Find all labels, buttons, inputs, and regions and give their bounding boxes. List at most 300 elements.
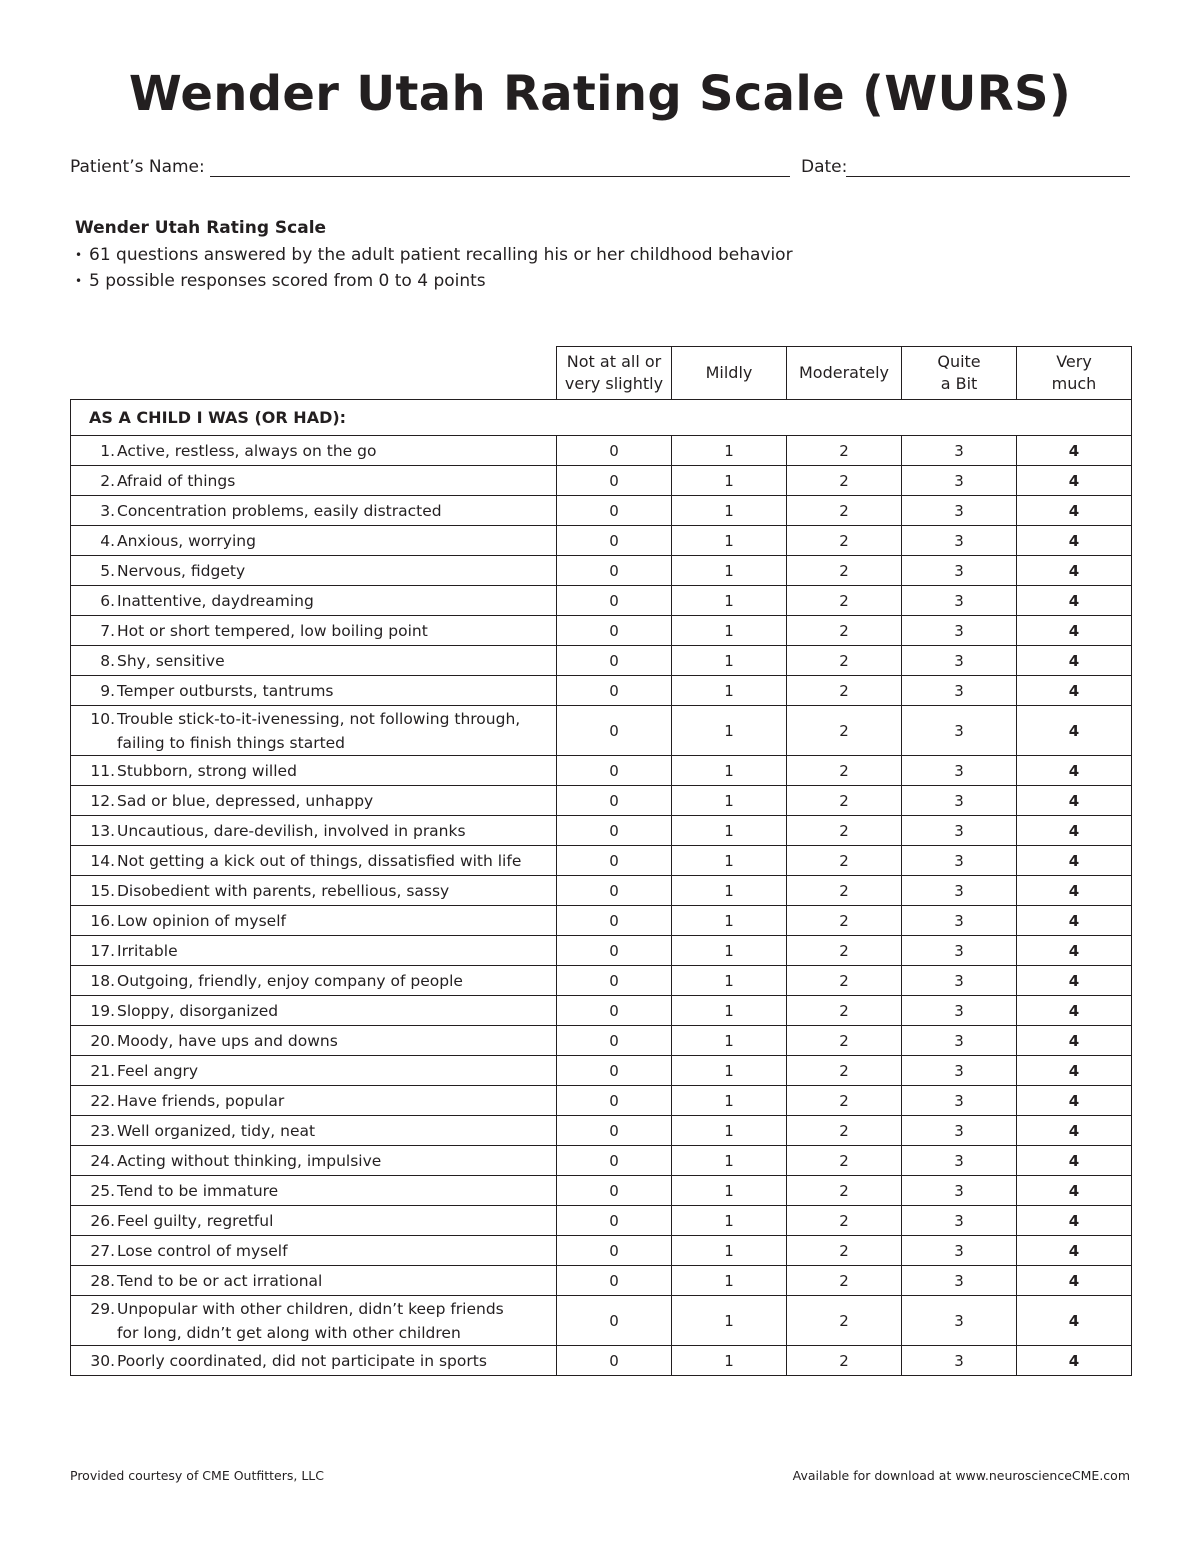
score-option-3[interactable]: 3 — [902, 996, 1017, 1026]
score-option-3[interactable]: 3 — [902, 1296, 1017, 1346]
item-number: 22. — [90, 1091, 115, 1110]
column-header-quite-a-bit — [902, 347, 1017, 400]
item-cell — [71, 756, 557, 786]
score-option-1[interactable]: 1 — [672, 906, 787, 936]
rating-table — [70, 346, 1132, 1376]
score-option-2[interactable]: 2 — [787, 936, 902, 966]
score-option-2[interactable]: 2 — [787, 816, 902, 846]
score-option-2[interactable]: 2 — [787, 556, 902, 586]
score-option-1[interactable]: 1 — [672, 466, 787, 496]
score-option-0[interactable]: 0 — [557, 1346, 672, 1376]
item-text-line: Shy, sensitive — [117, 651, 225, 670]
score-option-4[interactable]: 4 — [1017, 1026, 1132, 1056]
item-cell — [71, 526, 557, 556]
score-option-1[interactable]: 1 — [672, 1146, 787, 1176]
score-option-0[interactable]: 0 — [557, 496, 672, 526]
footer-credit: Provided courtesy of CME Outfitters, LLC — [70, 1468, 324, 1483]
item-text-line: Disobedient with parents, rebellious, sassy — [117, 881, 450, 900]
table-row — [71, 1236, 1132, 1266]
score-option-1[interactable]: 1 — [672, 1116, 787, 1146]
score-option-4[interactable]: 4 — [1017, 996, 1132, 1026]
score-option-0[interactable]: 0 — [557, 1116, 672, 1146]
item-cell — [71, 936, 557, 966]
item-cell — [71, 496, 557, 526]
score-option-1[interactable]: 1 — [672, 616, 787, 646]
score-option-3[interactable]: 3 — [902, 756, 1017, 786]
score-option-4[interactable]: 4 — [1017, 906, 1132, 936]
score-option-0[interactable]: 0 — [557, 786, 672, 816]
score-option-4[interactable]: 4 — [1017, 526, 1132, 556]
item-text — [115, 909, 547, 933]
item-text — [115, 499, 547, 523]
table-row — [71, 1146, 1132, 1176]
score-option-4[interactable]: 4 — [1017, 1116, 1132, 1146]
score-option-3[interactable]: 3 — [902, 816, 1017, 846]
item-number: 11. — [90, 761, 115, 780]
score-option-4[interactable]: 4 — [1017, 616, 1132, 646]
patient-name-label: Patient’s Name: — [70, 157, 205, 177]
item-text-line: Low opinion of myself — [117, 911, 286, 930]
score-option-3[interactable]: 3 — [902, 526, 1017, 556]
score-option-0[interactable]: 0 — [557, 1206, 672, 1236]
score-option-0[interactable]: 0 — [557, 906, 672, 936]
item-text-line: Inattentive, daydreaming — [117, 591, 314, 610]
table-row — [71, 786, 1132, 816]
item-text — [115, 1349, 547, 1373]
item-cell — [71, 846, 557, 876]
item-cell — [71, 786, 557, 816]
score-option-3[interactable]: 3 — [902, 876, 1017, 906]
score-option-0[interactable]: 0 — [557, 526, 672, 556]
item-text — [115, 819, 547, 843]
score-option-3[interactable]: 3 — [902, 616, 1017, 646]
score-option-1[interactable]: 1 — [672, 1026, 787, 1056]
score-option-3[interactable]: 3 — [902, 466, 1017, 496]
table-row — [71, 1056, 1132, 1086]
score-option-3[interactable]: 3 — [902, 1116, 1017, 1146]
score-option-1[interactable]: 1 — [672, 1346, 787, 1376]
column-header-moderately — [787, 347, 902, 400]
score-option-2[interactable]: 2 — [787, 786, 902, 816]
item-cell — [71, 996, 557, 1026]
item-text — [115, 469, 547, 493]
score-option-0[interactable]: 0 — [557, 1086, 672, 1116]
score-option-2[interactable]: 2 — [787, 616, 902, 646]
item-text-line: Nervous, fidgety — [117, 561, 246, 580]
item-number: 16. — [90, 911, 115, 930]
item-text — [115, 1089, 547, 1113]
item-number: 1. — [100, 441, 115, 460]
table-row — [71, 1026, 1132, 1056]
score-option-4[interactable]: 4 — [1017, 1206, 1132, 1236]
item-cell — [71, 1026, 557, 1056]
score-option-2[interactable]: 2 — [787, 1346, 902, 1376]
score-option-3[interactable]: 3 — [902, 706, 1017, 756]
intro-bullet: • 5 possible responses scored from 0 to 4 points — [75, 268, 793, 294]
score-option-4[interactable]: 4 — [1017, 876, 1132, 906]
item-text — [115, 649, 547, 673]
item-text-line: Stubborn, strong willed — [117, 761, 297, 780]
score-option-2[interactable]: 2 — [787, 966, 902, 996]
column-header-line: very slightly — [564, 374, 664, 393]
score-option-3[interactable]: 3 — [902, 496, 1017, 526]
item-text — [115, 1029, 547, 1053]
item-number: 25. — [90, 1181, 115, 1200]
score-option-4[interactable]: 4 — [1017, 1086, 1132, 1116]
score-option-1[interactable]: 1 — [672, 526, 787, 556]
item-text — [115, 1269, 547, 1293]
footer-download-link: Available for download at www.neuroscienceCME.com — [792, 1468, 1130, 1483]
item-cell — [71, 876, 557, 906]
item-number: 23. — [90, 1121, 115, 1140]
score-option-1[interactable]: 1 — [672, 676, 787, 706]
score-option-3[interactable]: 3 — [902, 1026, 1017, 1056]
score-option-1[interactable]: 1 — [672, 846, 787, 876]
score-option-3[interactable]: 3 — [902, 966, 1017, 996]
item-text — [115, 559, 547, 583]
score-option-1[interactable]: 1 — [672, 996, 787, 1026]
score-option-2[interactable]: 2 — [787, 876, 902, 906]
table-row — [71, 586, 1132, 616]
score-option-2[interactable]: 2 — [787, 646, 902, 676]
column-header-line: much — [1051, 374, 1097, 393]
score-option-1[interactable]: 1 — [672, 816, 787, 846]
item-number: 30. — [90, 1351, 115, 1370]
item-text-line: Moody, have ups and downs — [117, 1031, 338, 1050]
score-option-1[interactable]: 1 — [672, 876, 787, 906]
item-text-line: Have friends, popular — [117, 1091, 285, 1110]
item-cell — [71, 436, 557, 466]
score-option-1[interactable]: 1 — [672, 1056, 787, 1086]
table-row — [71, 846, 1132, 876]
score-option-2[interactable]: 2 — [787, 1266, 902, 1296]
column-header-very-much — [1017, 347, 1132, 400]
score-option-1[interactable]: 1 — [672, 496, 787, 526]
table-header-row — [71, 347, 1132, 400]
score-option-3[interactable]: 3 — [902, 556, 1017, 586]
score-option-0[interactable]: 0 — [557, 876, 672, 906]
score-option-0[interactable]: 0 — [557, 676, 672, 706]
score-option-4[interactable]: 4 — [1017, 786, 1132, 816]
score-option-0[interactable]: 0 — [557, 646, 672, 676]
date-field[interactable] — [846, 176, 1130, 177]
table-row — [71, 676, 1132, 706]
intro-heading: Wender Utah Rating Scale — [75, 218, 327, 238]
score-option-4[interactable]: 4 — [1017, 1146, 1132, 1176]
item-number: 20. — [90, 1031, 115, 1050]
score-option-4[interactable]: 4 — [1017, 1176, 1132, 1206]
table-row — [71, 996, 1132, 1026]
score-option-3[interactable]: 3 — [902, 1086, 1017, 1116]
score-option-3[interactable]: 3 — [902, 1266, 1017, 1296]
score-option-1[interactable]: 1 — [672, 1086, 787, 1116]
column-header-line: Quite — [937, 352, 981, 371]
column-header-not-at-all — [557, 347, 672, 400]
table-row — [71, 1346, 1132, 1376]
score-option-0[interactable]: 0 — [557, 1026, 672, 1056]
item-number: 2. — [100, 471, 115, 490]
item-text-line: Anxious, worrying — [117, 531, 256, 550]
score-option-3[interactable]: 3 — [902, 646, 1017, 676]
item-cell — [71, 556, 557, 586]
item-text-line: failing to finish things started — [117, 733, 346, 752]
item-number: 4. — [100, 531, 115, 550]
item-text — [115, 439, 547, 463]
score-option-4[interactable]: 4 — [1017, 846, 1132, 876]
patient-name-field[interactable] — [210, 176, 790, 177]
score-option-4[interactable]: 4 — [1017, 756, 1132, 786]
score-option-4[interactable]: 4 — [1017, 556, 1132, 586]
score-option-0[interactable]: 0 — [557, 936, 672, 966]
date-label: Date: — [801, 157, 848, 177]
score-option-2[interactable]: 2 — [787, 1146, 902, 1176]
table-row — [71, 616, 1132, 646]
item-cell — [71, 1086, 557, 1116]
score-option-2[interactable]: 2 — [787, 1206, 902, 1236]
score-option-1[interactable]: 1 — [672, 646, 787, 676]
score-option-4[interactable]: 4 — [1017, 436, 1132, 466]
score-option-0[interactable]: 0 — [557, 586, 672, 616]
section-label: AS A CHILD I WAS (OR HAD): — [71, 400, 1132, 436]
score-option-2[interactable]: 2 — [787, 586, 902, 616]
score-option-4[interactable]: 4 — [1017, 466, 1132, 496]
item-text — [115, 969, 547, 993]
item-number: 17. — [90, 941, 115, 960]
item-text-line: Acting without thinking, impulsive — [117, 1151, 382, 1170]
score-option-2[interactable]: 2 — [787, 756, 902, 786]
item-text — [115, 879, 547, 903]
item-text-line: Lose control of myself — [117, 1241, 288, 1260]
item-text-line: Well organized, tidy, neat — [117, 1121, 316, 1140]
score-option-1[interactable]: 1 — [672, 586, 787, 616]
item-cell — [71, 1266, 557, 1296]
score-option-0[interactable]: 0 — [557, 1236, 672, 1266]
score-option-1[interactable]: 1 — [672, 1176, 787, 1206]
score-option-3[interactable]: 3 — [902, 676, 1017, 706]
score-option-0[interactable]: 0 — [557, 616, 672, 646]
score-option-3[interactable]: 3 — [902, 1346, 1017, 1376]
score-option-4[interactable]: 4 — [1017, 1296, 1132, 1346]
score-option-4[interactable]: 4 — [1017, 1236, 1132, 1266]
score-option-2[interactable]: 2 — [787, 676, 902, 706]
item-text-line: Outgoing, friendly, enjoy company of people — [117, 971, 463, 990]
score-option-1[interactable]: 1 — [672, 556, 787, 586]
item-number: 7. — [100, 621, 115, 640]
column-header-line: a Bit — [940, 374, 978, 393]
column-header-line: Not at all or — [566, 352, 662, 371]
item-text-line: Active, restless, always on the go — [117, 441, 377, 460]
score-option-2[interactable]: 2 — [787, 996, 902, 1026]
score-option-2[interactable]: 2 — [787, 436, 902, 466]
item-number: 26. — [90, 1211, 115, 1230]
item-text — [115, 849, 547, 873]
table-row — [71, 706, 1132, 756]
item-number: 14. — [90, 851, 115, 870]
item-cell — [71, 1296, 557, 1346]
score-option-2[interactable]: 2 — [787, 1296, 902, 1346]
score-option-3[interactable]: 3 — [902, 906, 1017, 936]
score-option-4[interactable]: 4 — [1017, 1346, 1132, 1376]
item-text — [115, 789, 547, 813]
item-number: 12. — [90, 791, 115, 810]
table-row — [71, 1086, 1132, 1116]
table-row — [71, 936, 1132, 966]
item-text — [115, 1179, 547, 1203]
score-option-3[interactable]: 3 — [902, 846, 1017, 876]
score-option-2[interactable]: 2 — [787, 1236, 902, 1266]
item-text-line: Not getting a kick out of things, dissatisfied with life — [117, 851, 522, 870]
section-row — [71, 400, 1132, 436]
score-option-4[interactable]: 4 — [1017, 1056, 1132, 1086]
item-text-line: for long, didn’t get along with other children — [117, 1323, 461, 1342]
table-row — [71, 1176, 1132, 1206]
score-option-4[interactable]: 4 — [1017, 586, 1132, 616]
score-option-0[interactable]: 0 — [557, 1266, 672, 1296]
item-text-line: Irritable — [117, 941, 178, 960]
score-option-2[interactable]: 2 — [787, 1116, 902, 1146]
score-option-2[interactable]: 2 — [787, 1026, 902, 1056]
item-cell — [71, 1346, 557, 1376]
item-cell — [71, 676, 557, 706]
score-option-1[interactable]: 1 — [672, 756, 787, 786]
score-option-2[interactable]: 2 — [787, 496, 902, 526]
score-option-2[interactable]: 2 — [787, 846, 902, 876]
score-option-1[interactable]: 1 — [672, 436, 787, 466]
score-option-2[interactable]: 2 — [787, 1176, 902, 1206]
table-row — [71, 646, 1132, 676]
score-option-0[interactable]: 0 — [557, 1146, 672, 1176]
item-text — [115, 999, 547, 1023]
item-number: 15. — [90, 881, 115, 900]
score-option-2[interactable]: 2 — [787, 1056, 902, 1086]
table-row — [71, 1206, 1132, 1236]
score-option-2[interactable]: 2 — [787, 906, 902, 936]
item-cell — [71, 906, 557, 936]
item-text — [115, 939, 547, 963]
score-option-4[interactable]: 4 — [1017, 966, 1132, 996]
item-text-line: Tend to be or act irrational — [117, 1271, 323, 1290]
score-option-3[interactable]: 3 — [902, 1206, 1017, 1236]
score-option-0[interactable]: 0 — [557, 1296, 672, 1346]
item-text — [115, 1297, 547, 1345]
item-cell — [71, 586, 557, 616]
score-option-2[interactable]: 2 — [787, 1086, 902, 1116]
score-option-4[interactable]: 4 — [1017, 496, 1132, 526]
score-option-4[interactable]: 4 — [1017, 1266, 1132, 1296]
score-option-0[interactable]: 0 — [557, 436, 672, 466]
score-option-3[interactable]: 3 — [902, 936, 1017, 966]
item-number: 3. — [100, 501, 115, 520]
column-header-mildly — [672, 347, 787, 400]
score-option-3[interactable]: 3 — [902, 1236, 1017, 1266]
score-option-0[interactable]: 0 — [557, 966, 672, 996]
item-text — [115, 589, 547, 613]
item-text-line: Sloppy, disorganized — [117, 1001, 279, 1020]
score-option-0[interactable]: 0 — [557, 556, 672, 586]
item-cell — [71, 1206, 557, 1236]
table-row — [71, 436, 1132, 466]
item-text-line: Feel angry — [117, 1061, 199, 1080]
intro-bullet: • 61 questions answered by the adult patient recalling his or her childhood behavior — [75, 242, 793, 268]
item-text — [115, 1239, 547, 1263]
item-text-line: Sad or blue, depressed, unhappy — [117, 791, 374, 810]
score-option-0[interactable]: 0 — [557, 706, 672, 756]
item-text — [115, 529, 547, 553]
score-option-1[interactable]: 1 — [672, 1236, 787, 1266]
score-option-3[interactable]: 3 — [902, 1146, 1017, 1176]
table-row — [71, 466, 1132, 496]
score-option-1[interactable]: 1 — [672, 966, 787, 996]
item-number: 21. — [90, 1061, 115, 1080]
header-blank-cell — [71, 347, 557, 400]
item-text-line: Trouble stick-to-it-ivenessing, not following through, — [117, 709, 521, 728]
score-option-4[interactable]: 4 — [1017, 706, 1132, 756]
table-row — [71, 1296, 1132, 1346]
item-cell — [71, 466, 557, 496]
score-option-0[interactable]: 0 — [557, 996, 672, 1026]
item-text — [115, 1059, 547, 1083]
item-number: 6. — [100, 591, 115, 610]
score-option-3[interactable]: 3 — [902, 786, 1017, 816]
score-option-0[interactable]: 0 — [557, 756, 672, 786]
table-row — [71, 556, 1132, 586]
score-option-4[interactable]: 4 — [1017, 676, 1132, 706]
score-option-3[interactable]: 3 — [902, 586, 1017, 616]
score-option-2[interactable]: 2 — [787, 526, 902, 556]
page-title: Wender Utah Rating Scale (WURS) — [128, 66, 1072, 122]
item-text — [115, 679, 547, 703]
score-option-1[interactable]: 1 — [672, 786, 787, 816]
score-option-4[interactable]: 4 — [1017, 646, 1132, 676]
score-option-1[interactable]: 1 — [672, 1266, 787, 1296]
item-text-line: Afraid of things — [117, 471, 236, 490]
table-row — [71, 1266, 1132, 1296]
item-number: 28. — [90, 1271, 115, 1290]
score-option-2[interactable]: 2 — [787, 466, 902, 496]
table-row — [71, 816, 1132, 846]
item-cell — [71, 706, 557, 756]
table-row — [71, 526, 1132, 556]
score-option-1[interactable]: 1 — [672, 1296, 787, 1346]
item-cell — [71, 1146, 557, 1176]
score-option-1[interactable]: 1 — [672, 936, 787, 966]
score-option-0[interactable]: 0 — [557, 1176, 672, 1206]
score-option-3[interactable]: 3 — [902, 1056, 1017, 1086]
score-option-3[interactable]: 3 — [902, 436, 1017, 466]
score-option-1[interactable]: 1 — [672, 706, 787, 756]
score-option-4[interactable]: 4 — [1017, 816, 1132, 846]
item-text-line: Uncautious, dare-devilish, involved in pranks — [117, 821, 466, 840]
item-cell — [71, 816, 557, 846]
score-option-4[interactable]: 4 — [1017, 936, 1132, 966]
score-option-0[interactable]: 0 — [557, 846, 672, 876]
score-option-3[interactable]: 3 — [902, 1176, 1017, 1206]
score-option-0[interactable]: 0 — [557, 1056, 672, 1086]
score-option-0[interactable]: 0 — [557, 466, 672, 496]
score-option-0[interactable]: 0 — [557, 816, 672, 846]
score-option-1[interactable]: 1 — [672, 1206, 787, 1236]
intro-block — [75, 218, 793, 294]
table-row — [71, 876, 1132, 906]
table-row — [71, 1116, 1132, 1146]
item-number: 24. — [90, 1151, 115, 1170]
item-text — [115, 1149, 547, 1173]
item-number: 29. — [90, 1299, 115, 1318]
item-number: 13. — [90, 821, 115, 840]
item-cell — [71, 966, 557, 996]
score-option-2[interactable]: 2 — [787, 706, 902, 756]
item-text — [115, 619, 547, 643]
